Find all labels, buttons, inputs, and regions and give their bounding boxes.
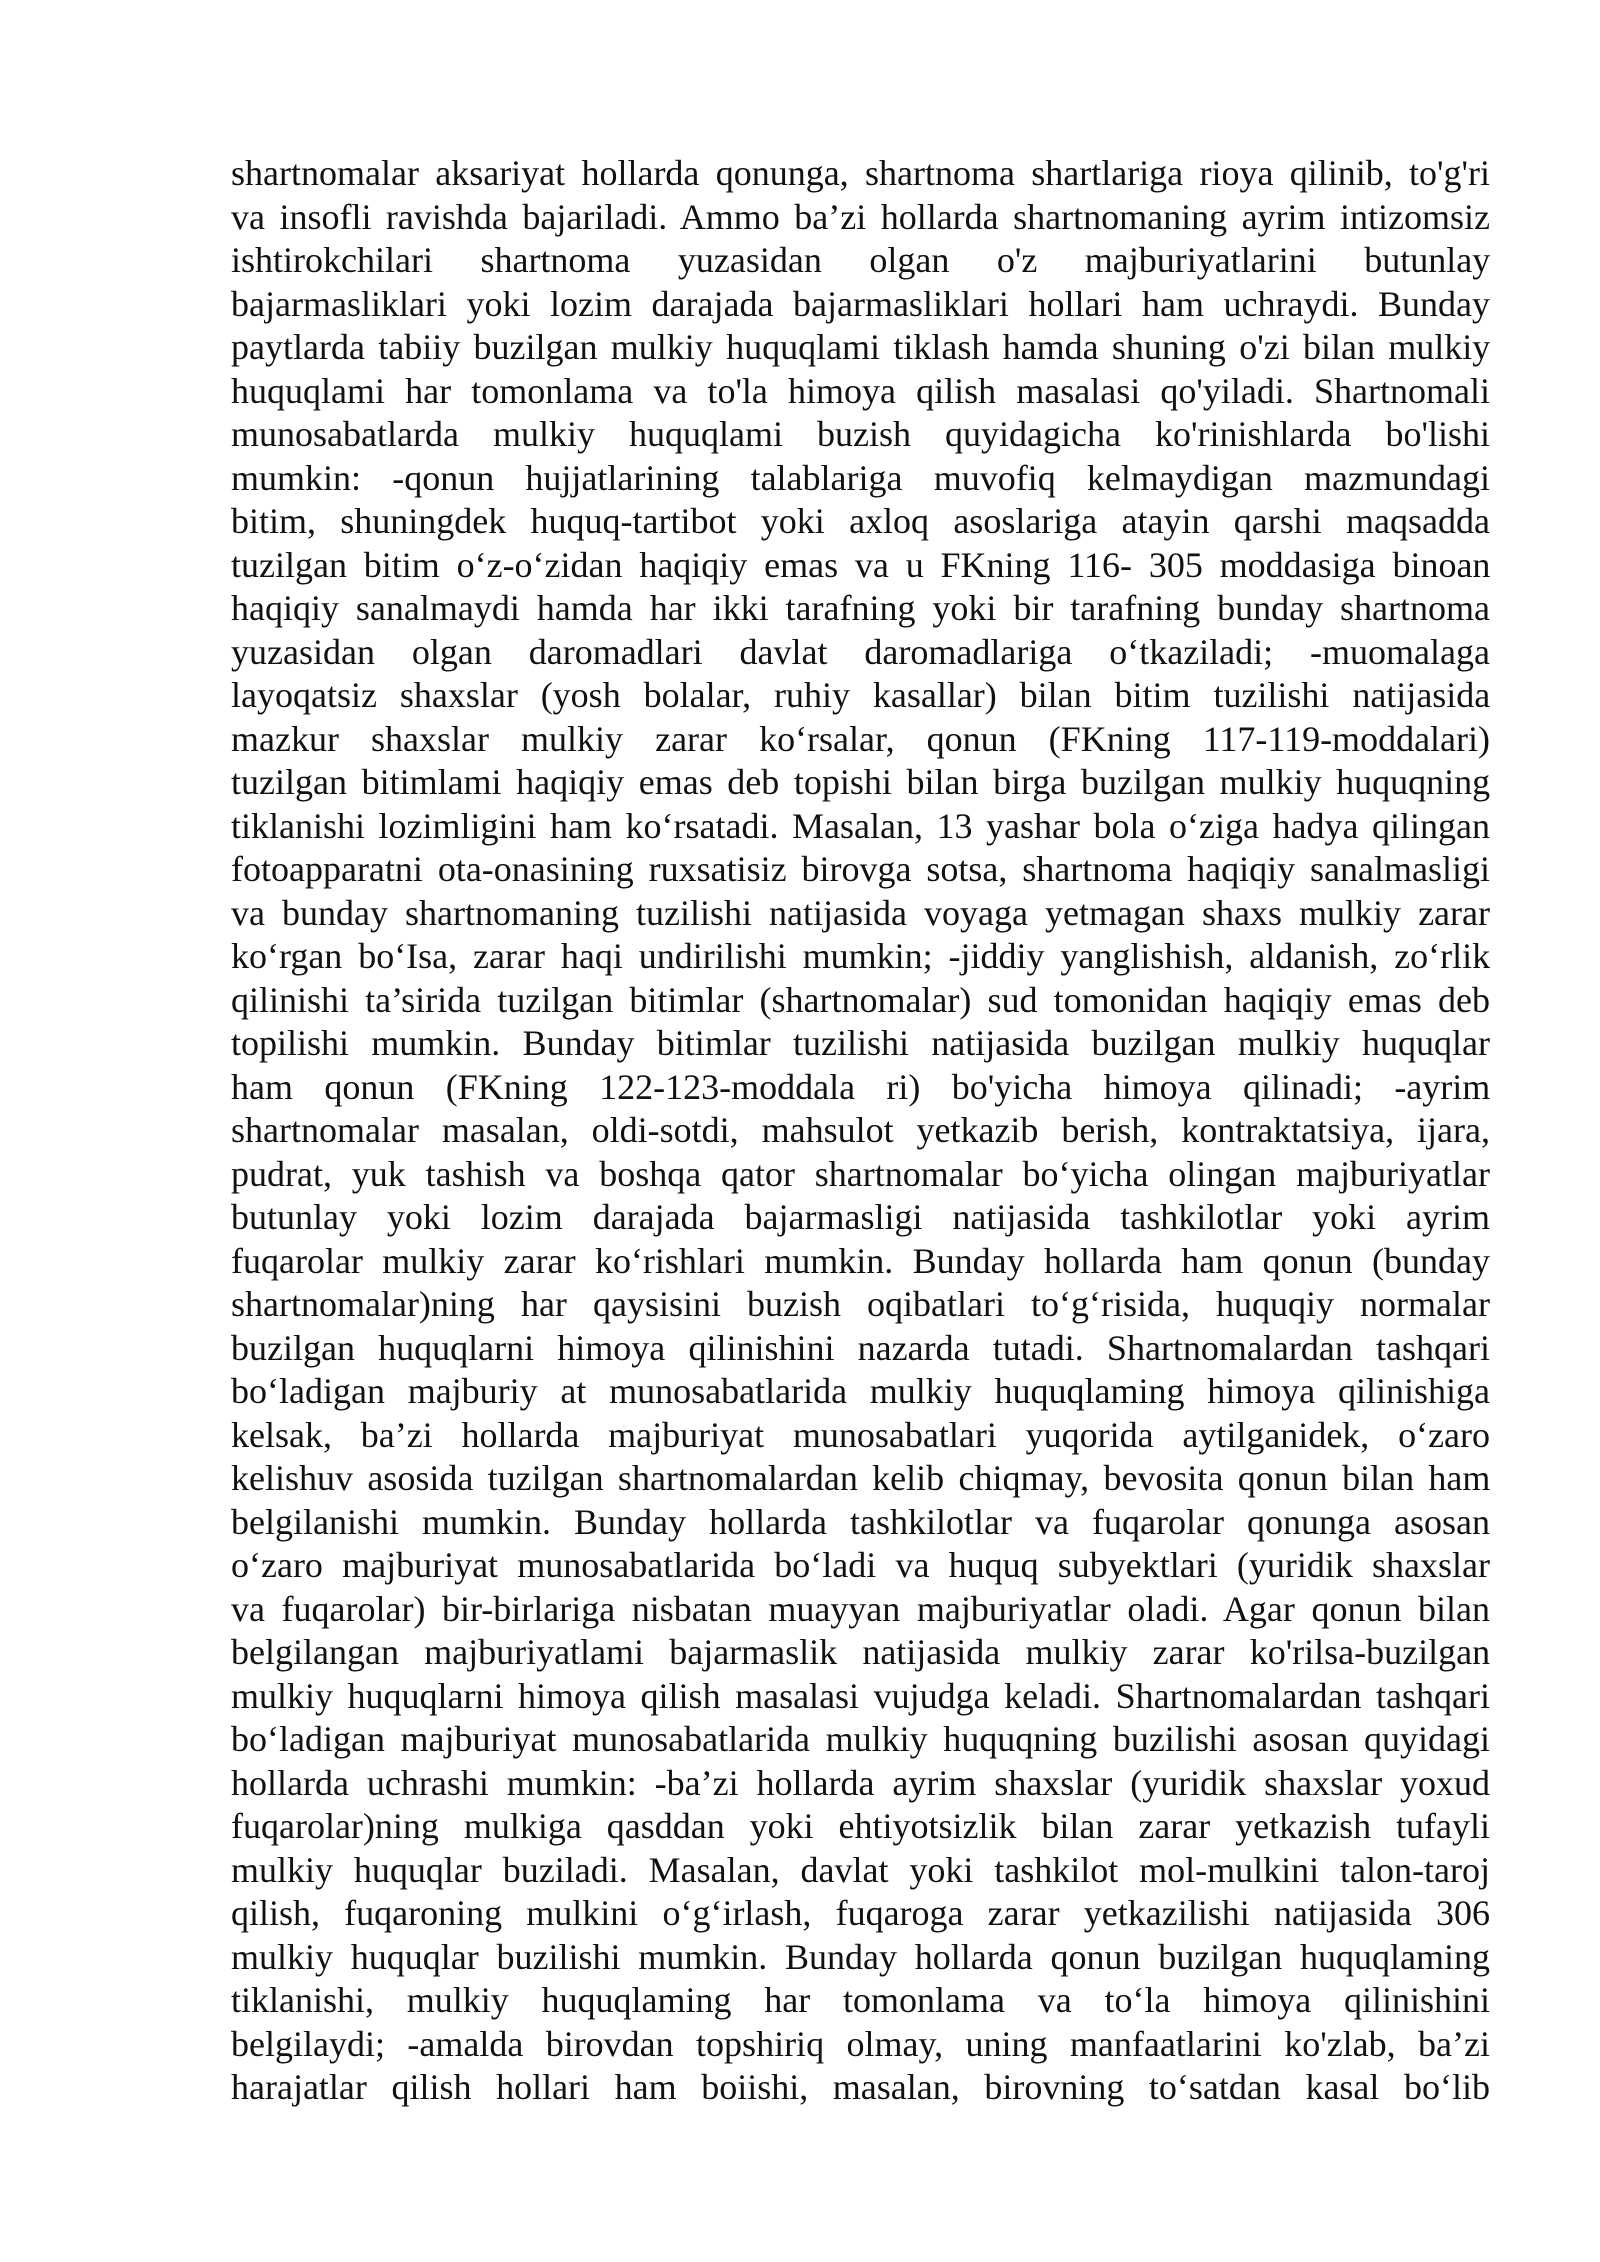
text-line: huquqlami har tomonlama va to'la himoya qilish masalasi qo'yiladi. Shartnomali <box>231 370 1490 411</box>
text-line: tiklanishi lozimligini ham ko‘rsatadi. Masalan, 13 yashar bola o‘ziga hadya qilingan <box>231 805 1490 846</box>
text-line: mulkiy huquqlar buzilishi mumkin. Bunday hollarda qonun buzilgan huquqlaming <box>231 1936 1490 1977</box>
text-line: paytlarda tabiiy buzilgan mulkiy huquqlami tiklash hamda shuning o'zi bilan mulkiy <box>231 327 1490 367</box>
text-line: fuqarolar mulkiy zarar ko‘rishlari mumkin. Bunday hollarda ham qonun (bunday <box>231 1240 1490 1281</box>
text-line: ko‘rgan bo‘Isa, zarar haqi undirilishi mumkin; -jiddiy yanglishish, aldanish, zo‘rlik <box>231 936 1490 976</box>
text-line: mulkiy huquqlar buziladi. Masalan, davlat yoki tashkilot mol-mulkini talon-taroj <box>231 1849 1490 1890</box>
text-line: bo‘ladigan majburiy at munosabatlarida mulkiy huquqlaming himoya qilinishiga <box>231 1371 1490 1411</box>
text-line: fotoapparatni ota-onasining ruxsatisiz birovga sotsa, shartnoma haqiqiy sanalmasligi <box>231 849 1490 889</box>
text-line: kelsak, ba’zi hollarda majburiyat munosabatlari yuqorida aytilganidek, o‘zaro <box>231 1414 1490 1455</box>
text-line: tuzilgan bitim o‘z-o‘zidan haqiqiy emas va u FKning 116- 305 moddasiga binoan <box>231 544 1490 585</box>
text-line: shartnomalar aksariyat hollarda qonunga, shartnoma shartlariga rioya qilinib, to'g'ri <box>231 153 1490 193</box>
text-line: kelishuv asosida tuzilgan shartnomalardan kelib chiqmay, bevosita qonun bilan ham <box>231 1458 1490 1498</box>
text-line: pudrat, yuk tashish va boshqa qator shartnomalar bo‘yicha olingan majburiyatlar <box>231 1153 1490 1194</box>
text-line: belgilangan majburiyatlami bajarmaslik natijasida mulkiy zarar ko'rilsa-buzilgan <box>231 1632 1490 1672</box>
text-line: butunlay yoki lozim darajada bajarmasligi natijasida tashkilotlar yoki ayrim <box>231 1197 1490 1237</box>
text-line: bitim, shuningdek huquq-tartibot yoki axloq asoslariga atayin qarshi maqsadda <box>231 501 1490 541</box>
text-line: harajatlar qilish hollari ham boiishi, masalan, birovning to‘satdan kasal bo‘lib <box>231 2067 1490 2107</box>
text-line: belgilaydi; -amalda birovdan topshiriq olmay, uning manfaatlarini ko'zlab, ba’zi <box>231 2023 1490 2064</box>
text-line: mulkiy huquqlarni himoya qilish masalasi vujudga keladi. Shartnomalardan tashqari <box>231 1675 1490 1716</box>
text-line: mumkin: -qonun hujjatlarining talablariga muvofiq kelmaydigan mazmundagi <box>231 457 1490 498</box>
text-line: layoqatsiz shaxslar (yosh bolalar, ruhiy kasallar) bilan bitim tuzilishi natijasida <box>231 675 1490 715</box>
text-line: hollarda uchrashi mumkin: -ba’zi hollarda ayrim shaxslar (yuridik shaxslar yoxud <box>231 1762 1490 1803</box>
text-line: qilinishi ta’sirida tuzilgan bitimlar (shartnomalar) sud tomonidan haqiqiy emas deb <box>231 979 1490 1020</box>
text-line: buzilgan huquqlarni himoya qilinishini nazarda tutadi. Shartnomalardan tashqari <box>231 1327 1490 1368</box>
text-line: ham qonun (FKning 122-123-moddala ri) bo'yicha himoya qilinadi; -ayrim <box>231 1066 1490 1107</box>
text-line: qilish, fuqaroning mulkini o‘g‘irlash, fuqaroga zarar yetkazilishi natijasida 306 <box>231 1893 1490 1933</box>
text-line: belgilanishi mumkin. Bunday hollarda tashkilotlar va fuqarolar qonunga asosan <box>231 1501 1490 1542</box>
text-line: munosabatlarda mulkiy huquqlami buzish quyidagicha ko'rinishlarda bo'lishi <box>231 414 1490 454</box>
text-line: shartnomalar masalan, oldi-sotdi, mahsulot yetkazib berish, kontraktatsiya, ijara, <box>231 1110 1490 1150</box>
text-line: va fuqarolar) bir-birlariga nisbatan muayyan majburiyatlar oladi. Agar qonun bilan <box>231 1588 1490 1629</box>
text-line: tuzilgan bitimlami haqiqiy emas deb topishi bilan birga buzilgan mulkiy huquqning <box>231 762 1490 802</box>
text-line: bo‘ladigan majburiyat munosabatlarida mulkiy huquqning buzilishi asosan quyidagi <box>231 1719 1490 1759</box>
text-line: bajarmasliklari yoki lozim darajada bajarmasliklari hollari ham uchraydi. Bunday <box>231 283 1490 324</box>
text-line: va insofli ravishda bajariladi. Ammo ba’zi hollarda shartnomaning ayrim intizomsiz <box>231 196 1490 237</box>
body-text <box>231 152 1490 2110</box>
text-line: shartnomalar)ning har qaysisini buzish oqibatlari to‘g‘risida, huquqiy normalar <box>231 1284 1490 1324</box>
text-line: tiklanishi, mulkiy huquqlaming har tomonlama va to‘la himoya qilinishini <box>231 1980 1490 2020</box>
text-line: ishtirokchilari shartnoma yuzasidan olgan o'z majburiyatlarini butunlay <box>231 240 1490 280</box>
text-line: va bunday shartnomaning tuzilishi natijasida voyaga yetmagan shaxs mulkiy zarar <box>231 892 1490 933</box>
text-line: topilishi mumkin. Bunday bitimlar tuzilishi natijasida buzilgan mulkiy huquqlar <box>231 1023 1490 1063</box>
text-line: fuqarolar)ning mulkiga qasddan yoki ehtiyotsizlik bilan zarar yetkazish tufayli <box>231 1806 1490 1846</box>
text-line: o‘zaro majburiyat munosabatlarida bo‘ladi va huquq subyektlari (yuridik shaxslar <box>231 1545 1490 1585</box>
text-line: mazkur shaxslar mulkiy zarar ko‘rsalar, qonun (FKning 117-119-moddalari) <box>231 718 1490 759</box>
text-line: yuzasidan olgan daromadlari davlat daromadlariga o‘tkaziladi; -muomalaga <box>231 631 1490 672</box>
text-line: haqiqiy sanalmaydi hamda har ikki tarafning yoki bir tarafning bunday shartnoma <box>231 588 1490 628</box>
